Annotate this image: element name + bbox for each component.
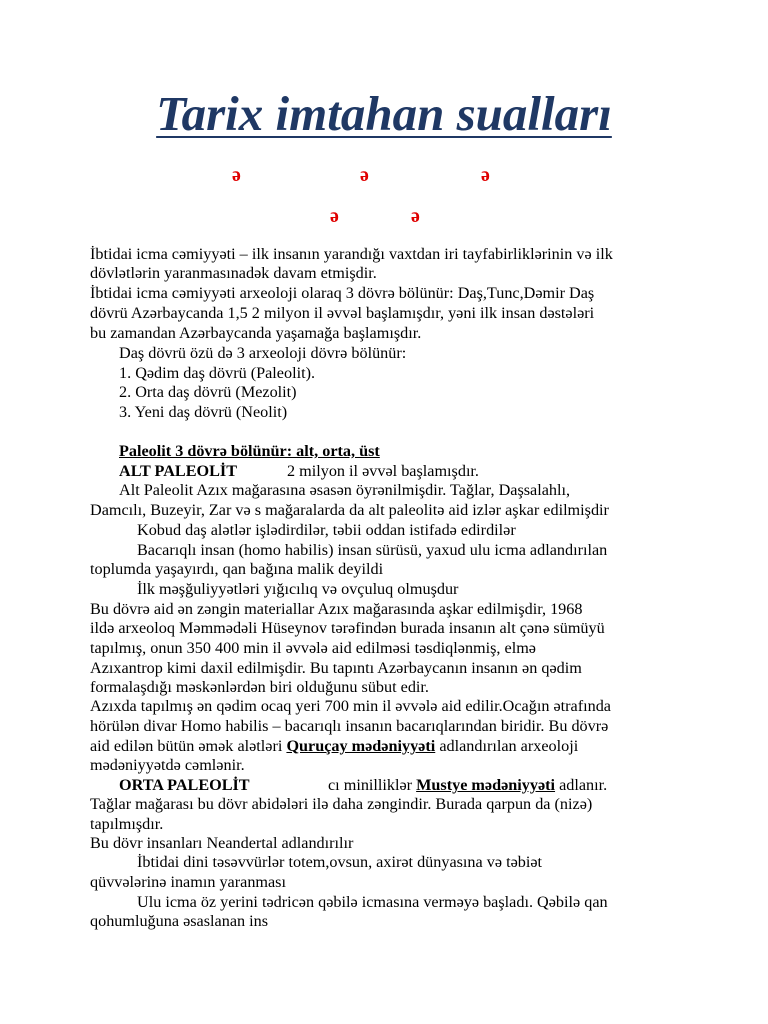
text-line: dövrü Azərbaycanda 1,5 2 milyon il əvvəl başlamışdır, yəni ilk insan dəstələri: [90, 304, 595, 322]
text-line: İbtidai icma cəmiyyəti – ilk insanın yarandığı vaxtdan iri tayfabirliklərinin və ilk: [90, 245, 613, 263]
list-item: 2. Orta daş dövrü (Mezolit): [119, 383, 297, 401]
culture-term: Quruçay mədəniyyəti: [286, 737, 436, 755]
text-line: qohumluğuna əsaslanan ins: [90, 912, 269, 930]
text-line: İlk məşğuliyyətləri yığıcılıq və ovçuluq olmuşdur: [137, 580, 459, 598]
section-heading: Paleolit 3 dövrə bölünür: alt, orta, üst: [119, 442, 380, 460]
text-line: Ulu icma öz yerini tədricən qəbilə icmasına verməyə başladı. Qəbilə qan: [137, 893, 608, 911]
section-heading: ALT PALEOLİT: [119, 462, 238, 480]
text-fragment: aid edilən bütün əmək alətləri: [90, 737, 283, 755]
text-line: İbtidai icma cəmiyyəti arxeoloji olaraq 3 dövrə bölünür: Daş,Tunc,Dəmir Daş: [90, 284, 595, 302]
text-line: [90, 737, 578, 756]
text-line: formalaşdığı məskənlərdən biri olduğunu sübut edir.: [90, 678, 429, 696]
text-line: [328, 776, 607, 795]
text-line: Azıxda tapılmış ən qədim ocaq yeri 700 min il əvvələ aid edilir.Ocağın ətrafında: [90, 697, 611, 715]
text-fragment: adlandırılan arxeoloji: [439, 737, 579, 755]
list-item: 3. Yeni daş dövrü (Neolit): [119, 403, 288, 421]
red-glyph: ə: [411, 205, 420, 227]
text-line: qüvvələrinə inamın yaranması: [90, 873, 286, 891]
text-line: 2 milyon il əvvəl başlamışdır.: [287, 462, 479, 480]
text-fragment: adlanır.: [559, 776, 608, 794]
text-line: toplumda yaşayırdı, qan bağına malik deyildi: [90, 560, 384, 578]
text-line: Azıxantrop kimi daxil edilmişdir. Bu tapıntı Azərbaycanın insanın ən qədim: [90, 659, 582, 677]
text-line: hörülən divar Homo habilis – bacarıqlı insanın bacarıqlarından biridir. Bu dövrə: [90, 717, 609, 735]
list-item: 1. Qədim daş dövrü (Paleolit).: [119, 364, 316, 382]
text-line: tapılmış, onun 350 400 min il əvvələ aid edilməsi təsdiqlənmiş, elmə: [90, 639, 536, 657]
red-glyph: ə: [481, 164, 490, 186]
text-line: ildə arxeoloq Məmmədəli Hüseynov tərəfindən burada insanın alt çənə sümüyü: [90, 619, 605, 637]
text-line: Alt Paleolit Azıx mağarasına əsasən öyrənilmişdir. Tağlar, Daşsalahlı,: [119, 481, 571, 499]
text-line: Daş dövrü özü də 3 arxeoloji dövrə bölünür:: [119, 344, 407, 362]
text-line: İbtidai dini təsəvvürlər totem,ovsun, axirət dünyasına və təbiət: [137, 853, 543, 871]
text-line: dövlətlərin yaranmasınadək davam etmişdir.: [90, 264, 377, 282]
text-line: Kobud daş alətlər işlədirdilər, təbii oddan istifadə edirdilər: [137, 521, 516, 539]
red-glyph: ə: [232, 164, 241, 186]
page-title: Tarix imtahan sualları: [156, 86, 612, 141]
text-line: Bu dövrə aid ən zəngin materiallar Azıx mağarasında aşkar edilmişdir, 1968: [90, 600, 583, 618]
text-line: tapılmışdır.: [90, 815, 164, 833]
section-heading: ORTA PALEOLİT: [119, 776, 250, 794]
text-line: Bacarıqlı insan (homo habilis) insan sürüsü, yaxud ulu icma adlandırılan: [137, 541, 608, 559]
text-line: Bu dövr insanları Neandertal adlandırılır: [90, 834, 354, 852]
text-fragment: cı minilliklər: [328, 776, 413, 794]
text-line: bu zamandan Azərbaycanda yaşamağa başlamışdır.: [90, 324, 422, 342]
red-glyph: ə: [330, 205, 339, 227]
culture-term: Mustye mədəniyyəti: [416, 776, 556, 794]
red-glyph: ə: [360, 164, 369, 186]
text-line: Damcılı, Buzeyir, Zar və s mağaralarda da alt paleolitə aid izlər aşkar edilmişdir: [90, 501, 609, 519]
text-line: mədəniyyətdə cəmlənir.: [90, 756, 245, 774]
text-line: Tağlar mağarası bu dövr abidələri ilə daha zəngindir. Burada qarpun da (nizə): [90, 795, 593, 813]
